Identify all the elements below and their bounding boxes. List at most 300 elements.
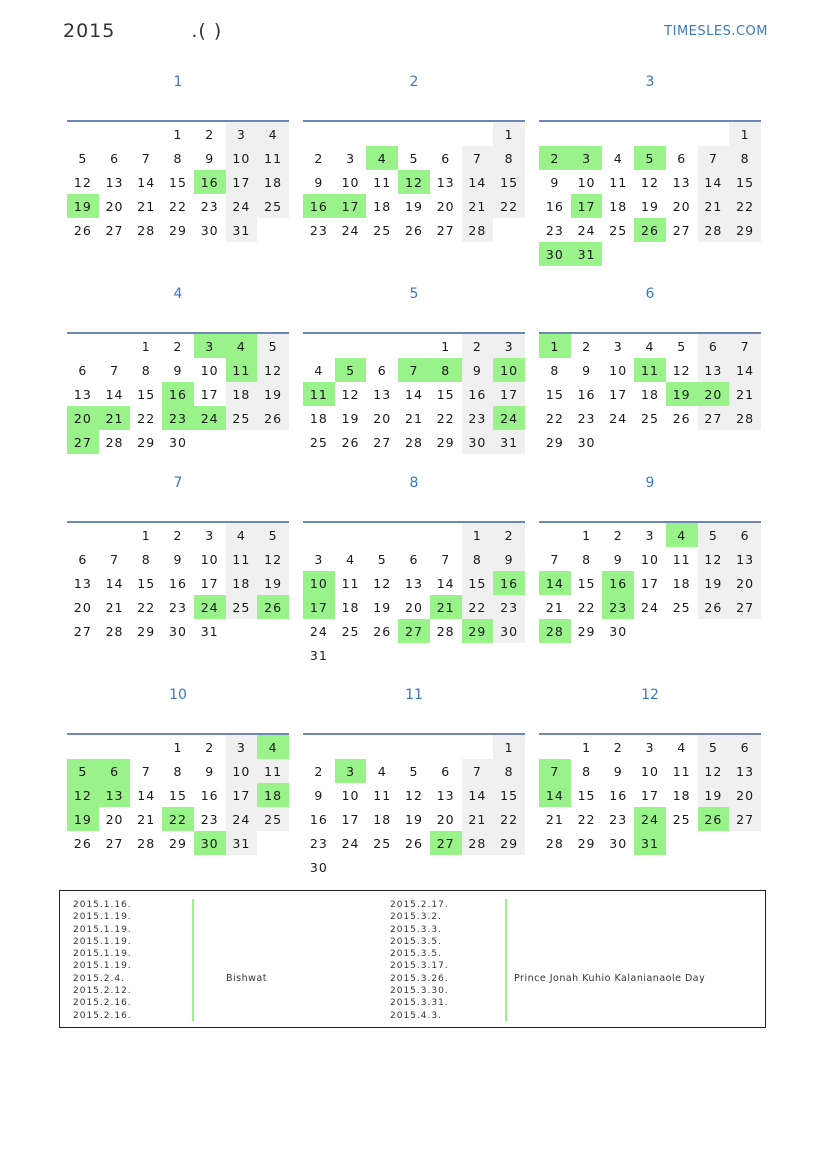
day-cell: 22	[162, 807, 194, 831]
day-cell: 30	[609, 835, 628, 851]
day-cell: 1	[582, 527, 592, 543]
month-name: 11	[405, 687, 423, 703]
day-cell: 2	[173, 338, 183, 354]
day-cell: 26	[257, 406, 289, 430]
empty-cell	[303, 121, 335, 146]
day-cell: 23	[493, 595, 525, 619]
empty-cell	[335, 734, 367, 759]
day-cell: 20	[436, 198, 455, 214]
day-cell: 25	[341, 623, 360, 639]
empty-cell	[398, 734, 430, 759]
day-cell: 30	[169, 434, 187, 450]
day-cell: 18	[257, 170, 289, 194]
day-cell: 15	[577, 575, 596, 591]
day-cell: 30	[539, 242, 571, 266]
day-cell: 31	[571, 242, 603, 266]
day-cell: 12	[73, 174, 92, 190]
day-cell: 1	[141, 338, 151, 354]
day-cell: 17	[335, 194, 367, 218]
day-cell: 6	[677, 150, 687, 166]
day-cell: 12	[398, 170, 430, 194]
day-cell: 5	[257, 522, 289, 547]
day-cell: 29	[493, 831, 525, 855]
day-cell: 3	[226, 121, 258, 146]
week-row	[67, 430, 289, 454]
day-cell: 16	[169, 575, 187, 591]
week-row	[303, 783, 525, 807]
week-row	[539, 547, 761, 571]
day-cell: 18	[609, 198, 628, 214]
month-1	[67, 72, 289, 242]
holiday-date: 2015.1.16.	[73, 900, 132, 910]
month-table	[67, 733, 289, 855]
holiday-date: 2015.2.16.	[73, 998, 132, 1009]
day-cell: 25	[609, 222, 628, 238]
day-cell: 20	[729, 571, 761, 595]
empty-cell	[303, 734, 335, 759]
empty-cell	[634, 430, 666, 454]
week-row	[67, 759, 289, 783]
week-row	[303, 619, 525, 643]
day-cell: 15	[545, 386, 564, 402]
day-cell: 9	[314, 174, 324, 190]
empty-cell	[335, 855, 367, 879]
day-cell: 2	[314, 763, 324, 779]
day-cell: 16	[609, 787, 628, 803]
day-cell: 3	[493, 333, 525, 358]
day-cell: 24	[577, 222, 596, 238]
week-row	[303, 430, 525, 454]
day-cell: 19	[405, 198, 423, 214]
day-cell: 9	[173, 362, 183, 378]
day-cell: 24	[493, 406, 525, 430]
week-row	[303, 547, 525, 571]
day-cell: 21	[545, 811, 564, 827]
day-cell: 20	[105, 198, 124, 214]
empty-cell	[67, 734, 99, 759]
day-cell: 4	[645, 338, 655, 354]
day-cell: 2	[205, 739, 215, 755]
empty-cell	[539, 734, 571, 759]
day-cell: 28	[539, 619, 571, 643]
day-cell: 14	[539, 571, 571, 595]
week-row	[67, 358, 289, 382]
day-cell: 23	[609, 811, 628, 827]
day-cell: 18	[672, 575, 691, 591]
day-cell: 6	[78, 551, 88, 567]
day-cell: 31	[200, 623, 219, 639]
day-cell: 9	[493, 547, 525, 571]
day-cell: 14	[729, 358, 761, 382]
holiday-divider-right	[505, 899, 507, 1021]
day-cell: 25	[309, 434, 328, 450]
day-cell: 28	[105, 434, 124, 450]
day-cell: 6	[441, 763, 451, 779]
week-row	[303, 170, 525, 194]
day-cell: 12	[67, 783, 99, 807]
month-9	[539, 473, 761, 643]
empty-cell	[698, 242, 730, 266]
day-cell: 27	[729, 595, 761, 619]
day-cell: 16	[194, 170, 226, 194]
day-cell: 12	[257, 358, 289, 382]
day-cell: 4	[314, 362, 324, 378]
day-cell: 22	[169, 198, 187, 214]
week-row	[67, 595, 289, 619]
empty-cell	[430, 855, 462, 879]
week-row	[539, 146, 761, 170]
day-cell: 27	[105, 222, 124, 238]
day-cell: 24	[226, 807, 258, 831]
day-cell: 8	[550, 362, 560, 378]
day-cell: 5	[377, 551, 387, 567]
day-cell: 5	[67, 759, 99, 783]
week-row	[539, 571, 761, 595]
week-row	[67, 807, 289, 831]
holiday-date: 2015.3.5.	[390, 936, 442, 947]
day-cell: 14	[462, 783, 494, 807]
empty-cell	[257, 218, 289, 242]
day-cell: 19	[666, 382, 698, 406]
day-cell: 29	[545, 434, 564, 450]
empty-cell	[602, 242, 634, 266]
day-cell: 20	[729, 783, 761, 807]
day-cell: 8	[462, 547, 494, 571]
month-name: 4	[173, 286, 183, 302]
day-cell: 8	[141, 362, 151, 378]
day-cell: 13	[73, 575, 92, 591]
week-row	[303, 146, 525, 170]
day-cell: 8	[141, 551, 151, 567]
empty-cell	[430, 643, 462, 667]
day-cell: 2	[205, 126, 215, 142]
week-row	[303, 358, 525, 382]
holiday-date: 2015.3.3.	[390, 924, 442, 935]
day-cell: 25	[672, 599, 691, 615]
day-cell: 22	[545, 410, 564, 426]
page-title	[63, 20, 222, 42]
day-cell: 29	[169, 222, 187, 238]
day-cell: 14	[105, 575, 124, 591]
week-row	[539, 619, 761, 643]
day-cell: 11	[257, 146, 289, 170]
empty-cell	[366, 643, 398, 667]
day-cell: 12	[257, 547, 289, 571]
week-row	[303, 406, 525, 430]
day-cell: 13	[729, 759, 761, 783]
day-cell: 23	[309, 222, 328, 238]
week-row	[539, 522, 761, 547]
empty-cell	[462, 643, 494, 667]
day-cell: 26	[698, 595, 730, 619]
day-cell: 8	[582, 551, 592, 567]
day-cell: 3	[613, 338, 623, 354]
day-cell: 24	[226, 194, 258, 218]
empty-cell	[430, 522, 462, 547]
day-cell: 7	[110, 362, 120, 378]
month-table	[67, 521, 289, 643]
day-cell: 15	[169, 787, 187, 803]
day-cell: 31	[226, 218, 258, 242]
empty-cell	[67, 121, 99, 146]
week-row	[67, 571, 289, 595]
month-name: 5	[409, 286, 419, 302]
month-table	[303, 733, 525, 879]
empty-cell	[729, 831, 761, 855]
day-cell: 15	[137, 386, 156, 402]
month-table	[303, 521, 525, 667]
empty-cell	[698, 430, 730, 454]
holiday-dates-right	[390, 900, 449, 1023]
day-cell: 13	[73, 386, 92, 402]
day-cell: 15	[436, 386, 455, 402]
week-row	[539, 430, 761, 454]
week-row	[303, 734, 525, 759]
empty-cell	[602, 121, 634, 146]
day-cell: 28	[462, 218, 494, 242]
day-cell: 4	[257, 734, 289, 759]
day-cell: 1	[441, 338, 451, 354]
day-cell: 21	[729, 382, 761, 406]
day-cell: 6	[110, 150, 120, 166]
day-cell: 20	[73, 599, 92, 615]
day-cell: 29	[436, 434, 455, 450]
day-cell: 6	[729, 734, 761, 759]
day-cell: 27	[698, 406, 730, 430]
empty-cell	[366, 121, 398, 146]
day-cell: 9	[582, 362, 592, 378]
day-cell: 10	[493, 358, 525, 382]
day-cell: 13	[436, 174, 455, 190]
month-name: 2	[409, 74, 419, 90]
day-cell: 2	[539, 146, 571, 170]
day-cell: 2	[493, 522, 525, 547]
month-3	[539, 72, 761, 266]
day-cell: 12	[373, 575, 392, 591]
day-cell: 13	[105, 174, 124, 190]
week-row	[539, 170, 761, 194]
day-cell: 19	[698, 783, 730, 807]
day-cell: 23	[602, 595, 634, 619]
day-cell: 25	[373, 222, 392, 238]
week-row	[539, 358, 761, 382]
empty-cell	[130, 121, 162, 146]
day-cell: 12	[405, 787, 423, 803]
week-row	[303, 643, 525, 667]
day-cell: 1	[462, 522, 494, 547]
day-cell: 21	[430, 595, 462, 619]
day-cell: 15	[169, 174, 187, 190]
day-cell: 9	[550, 174, 560, 190]
day-cell: 12	[698, 547, 730, 571]
day-cell: 17	[200, 575, 219, 591]
week-row	[539, 218, 761, 242]
week-row	[303, 121, 525, 146]
day-cell: 22	[462, 595, 494, 619]
empty-cell	[698, 619, 730, 643]
day-cell: 9	[314, 787, 324, 803]
day-cell: 13	[405, 575, 423, 591]
day-cell: 4	[613, 150, 623, 166]
day-cell: 17	[609, 386, 628, 402]
day-cell: 1	[729, 121, 761, 146]
day-cell: 12	[641, 174, 659, 190]
day-cell: 8	[173, 150, 183, 166]
empty-cell	[67, 522, 99, 547]
day-cell: 11	[672, 551, 691, 567]
month-10	[67, 685, 289, 855]
day-cell: 14	[405, 386, 423, 402]
day-cell: 22	[577, 811, 596, 827]
week-row	[67, 170, 289, 194]
holiday-date: 2015.3.5.	[390, 949, 442, 960]
holiday-date: 2015.2.16.	[73, 1010, 132, 1021]
day-cell: 16	[162, 382, 194, 406]
week-row	[539, 382, 761, 406]
month-name: 6	[645, 286, 655, 302]
empty-cell	[257, 619, 289, 643]
day-cell: 5	[677, 338, 687, 354]
day-cell: 18	[309, 410, 328, 426]
day-cell: 24	[634, 807, 666, 831]
day-cell: 11	[373, 787, 392, 803]
day-cell: 20	[405, 599, 423, 615]
day-cell: 20	[67, 406, 99, 430]
day-cell: 21	[99, 406, 131, 430]
month-table	[67, 332, 289, 454]
day-cell: 11	[373, 174, 392, 190]
day-cell: 8	[430, 358, 462, 382]
day-cell: 9	[613, 763, 623, 779]
day-cell: 16	[303, 194, 335, 218]
empty-cell	[571, 121, 603, 146]
day-cell: 3	[205, 527, 215, 543]
site-link[interactable]: TIMESLES.COM	[664, 24, 768, 39]
day-cell: 19	[67, 194, 99, 218]
empty-cell	[666, 121, 698, 146]
empty-cell	[398, 643, 430, 667]
empty-cell	[99, 333, 131, 358]
day-cell: 28	[137, 835, 156, 851]
day-cell: 29	[577, 623, 596, 639]
day-cell: 17	[226, 783, 258, 807]
day-cell: 11	[257, 759, 289, 783]
day-cell: 6	[698, 333, 730, 358]
day-cell: 9	[462, 358, 494, 382]
day-cell: 28	[436, 623, 455, 639]
day-cell: 4	[346, 551, 356, 567]
day-cell: 13	[698, 358, 730, 382]
day-cell: 10	[226, 759, 258, 783]
empty-cell	[335, 522, 367, 547]
holiday-date: 2015.1.19.	[73, 912, 132, 923]
empty-cell	[366, 855, 398, 879]
week-row	[539, 121, 761, 146]
day-cell: 21	[137, 811, 156, 827]
day-cell: 21	[137, 198, 156, 214]
day-cell: 22	[493, 807, 525, 831]
week-row	[539, 242, 761, 266]
day-cell: 21	[405, 410, 423, 426]
week-row	[303, 194, 525, 218]
day-cell: 24	[194, 406, 226, 430]
day-cell: 20	[105, 811, 124, 827]
day-cell: 13	[672, 174, 691, 190]
day-cell: 10	[200, 551, 219, 567]
empty-cell	[462, 734, 494, 759]
day-cell: 15	[493, 783, 525, 807]
day-cell: 5	[335, 358, 367, 382]
day-cell: 6	[441, 150, 451, 166]
day-cell: 28	[462, 831, 494, 855]
day-cell: 17	[226, 170, 258, 194]
day-cell: 26	[634, 218, 666, 242]
day-cell: 7	[441, 551, 451, 567]
day-cell: 21	[545, 599, 564, 615]
day-cell: 24	[609, 410, 628, 426]
empty-cell	[398, 522, 430, 547]
day-cell: 22	[729, 194, 761, 218]
day-cell: 26	[698, 807, 730, 831]
empty-cell	[634, 121, 666, 146]
day-cell: 13	[436, 787, 455, 803]
day-cell: 26	[405, 222, 423, 238]
holiday-date: 2015.3.30.	[390, 986, 449, 997]
holiday-name-left: Bishwat	[226, 973, 267, 984]
day-cell: 19	[698, 571, 730, 595]
day-cell: 27	[105, 835, 124, 851]
month-name: 3	[645, 74, 655, 90]
empty-cell	[226, 619, 258, 643]
day-cell: 14	[698, 170, 730, 194]
empty-cell	[335, 121, 367, 146]
day-cell: 8	[729, 146, 761, 170]
day-cell: 11	[226, 358, 258, 382]
day-cell: 7	[539, 759, 571, 783]
day-cell: 14	[105, 386, 124, 402]
week-row	[67, 194, 289, 218]
empty-cell	[602, 430, 634, 454]
day-cell: 14	[462, 170, 494, 194]
title-suffix: .( )	[191, 20, 223, 42]
day-cell: 26	[373, 623, 392, 639]
day-cell: 1	[173, 126, 183, 142]
day-cell: 29	[577, 835, 596, 851]
day-cell: 27	[373, 434, 392, 450]
holiday-date: 2015.4.3.	[390, 1010, 442, 1021]
day-cell: 12	[341, 386, 360, 402]
empty-cell	[666, 831, 698, 855]
day-cell: 17	[571, 194, 603, 218]
empty-cell	[130, 734, 162, 759]
day-cell: 16	[309, 811, 328, 827]
day-cell: 31	[226, 831, 258, 855]
day-cell: 5	[698, 734, 730, 759]
day-cell: 30	[169, 623, 187, 639]
empty-cell	[729, 430, 761, 454]
day-cell: 23	[169, 599, 187, 615]
day-cell: 29	[137, 434, 156, 450]
week-row	[539, 783, 761, 807]
day-cell: 13	[729, 547, 761, 571]
day-cell: 15	[577, 787, 596, 803]
holiday-date: 2015.2.4.	[73, 973, 125, 984]
day-cell: 1	[582, 739, 592, 755]
day-cell: 10	[303, 571, 335, 595]
day-cell: 4	[366, 146, 398, 170]
day-cell: 7	[141, 150, 151, 166]
day-cell: 17	[303, 595, 335, 619]
